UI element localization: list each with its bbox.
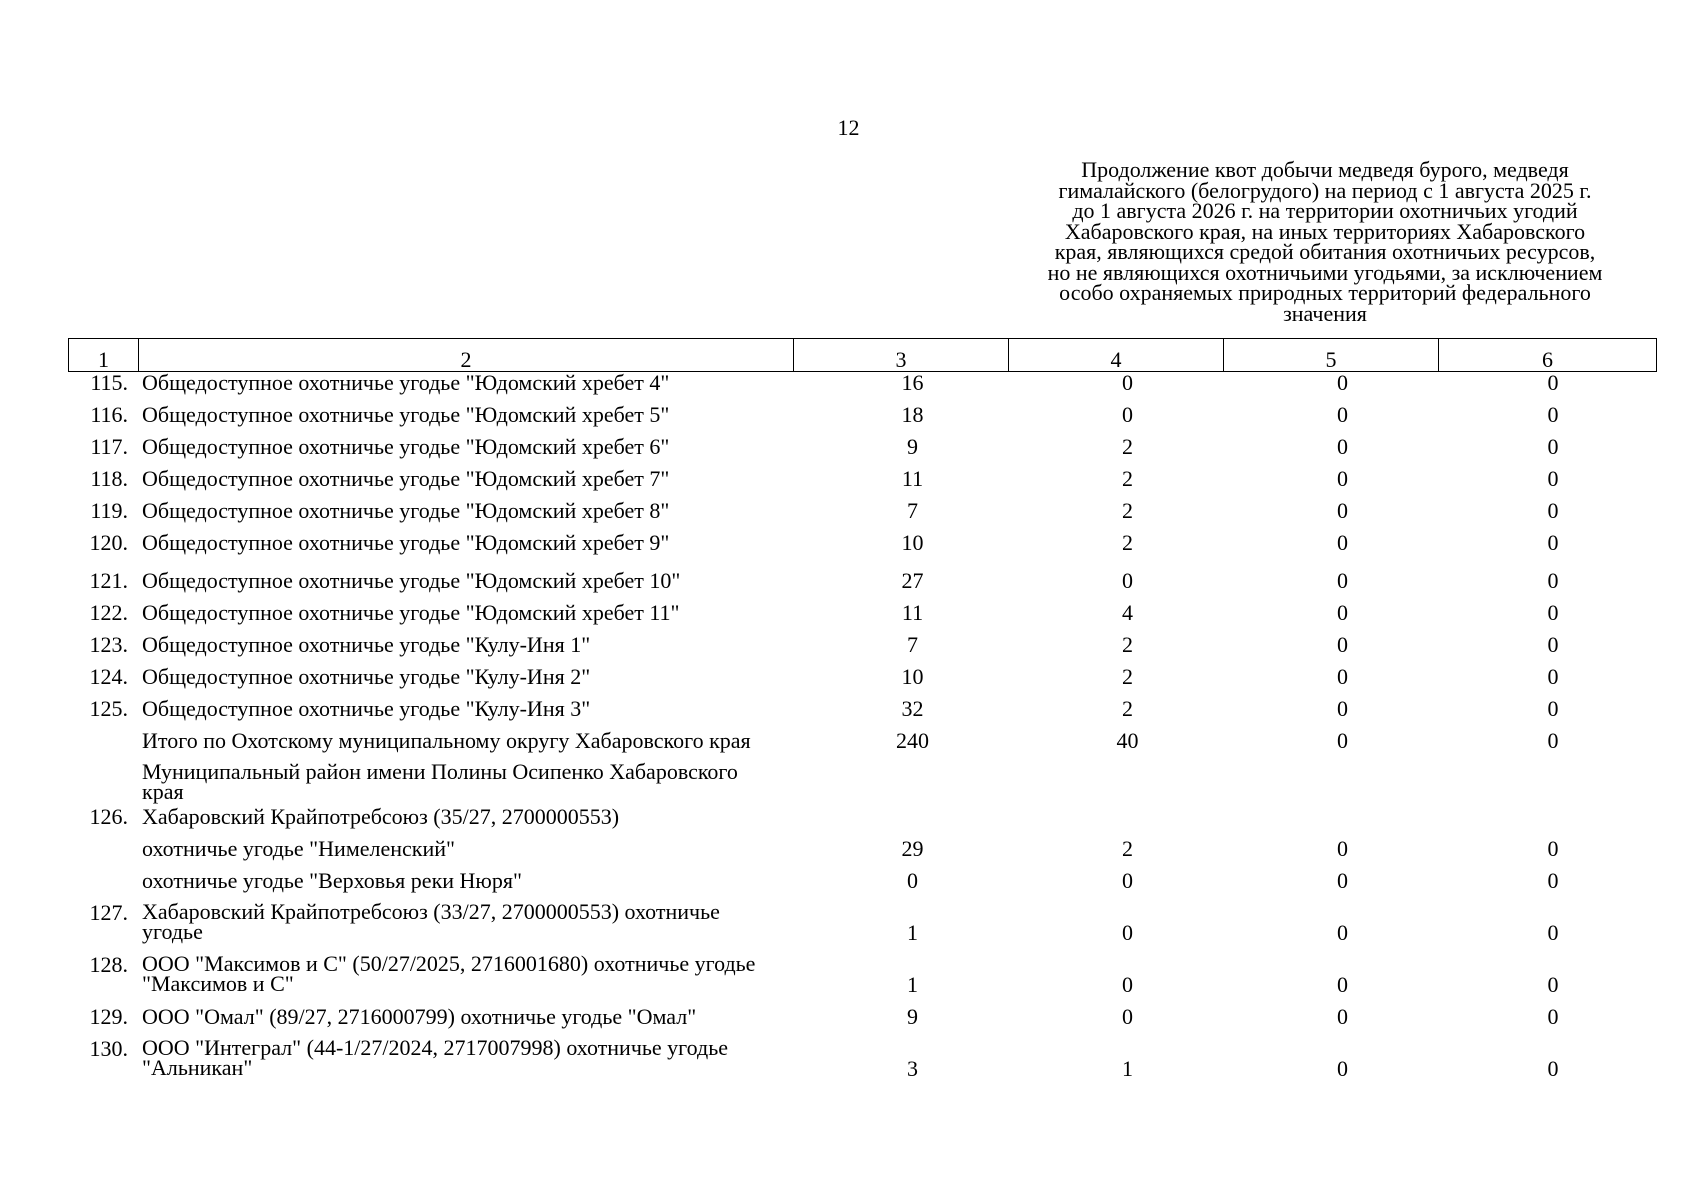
- table-row: [68, 730, 1656, 762]
- row-number: 124.: [89, 664, 128, 689]
- value-column-5: 0: [1337, 568, 1348, 593]
- row-name-line: Общедоступное охотничье угодье "Кулу-Иня 1": [142, 632, 591, 657]
- title-line: Хабаровского края, на иных территориях Хабаровского: [1064, 218, 1586, 244]
- table-row: [68, 372, 1656, 404]
- table-row: [68, 759, 1656, 806]
- value-column-4: 2: [1122, 434, 1133, 459]
- title-line: значения: [1283, 300, 1367, 326]
- value-column-4: 2: [1122, 664, 1133, 689]
- row-name: [135, 404, 805, 426]
- column-number-5: 5: [1224, 339, 1439, 372]
- row-number: 119.: [90, 498, 128, 523]
- value-column-4: 0: [1122, 972, 1133, 997]
- value-column-3: 10: [901, 530, 924, 555]
- value-column-3: [805, 762, 1020, 782]
- table-row: [68, 1006, 1656, 1038]
- row-number: 122.: [89, 600, 128, 625]
- value-column-4: 2: [1122, 466, 1133, 491]
- value-column-6: 0: [1547, 402, 1559, 427]
- row-name-line: Муниципальный район имени Полины Осипенко Хабаровского: [142, 759, 738, 784]
- value-column-3: 9: [907, 434, 918, 459]
- row-name: [135, 372, 805, 394]
- value-column-5: 0: [1337, 530, 1348, 555]
- value-column-3: 9: [907, 1004, 918, 1029]
- value-column-3: 7: [907, 498, 918, 523]
- table-row: [68, 1035, 1656, 1090]
- value-column-6: 0: [1547, 632, 1559, 657]
- value-column-4: 0: [1122, 868, 1133, 893]
- page-number: 12: [837, 115, 860, 140]
- value-column-3: 18: [901, 402, 924, 427]
- value-column-6: 0: [1547, 466, 1559, 491]
- row-name-line: Общедоступное охотничье угодье "Юдомский хребет 5": [142, 402, 670, 427]
- row-name: [135, 468, 805, 490]
- value-column-5: 0: [1337, 836, 1348, 861]
- row-number: 120.: [89, 530, 128, 555]
- value-column-6: 0: [1547, 370, 1559, 395]
- row-number: 117.: [90, 434, 128, 459]
- row-name-line: ООО "Максимов и С" (50/27/2025, 2716001680) охотничье угодье: [142, 951, 756, 976]
- value-column-6: 0: [1547, 498, 1559, 523]
- title-line: гималайского (белогрудого) на период с 1 августа 2025 г.: [1058, 177, 1592, 203]
- column-number-1: 1: [69, 339, 139, 372]
- table-row: [68, 532, 1656, 570]
- title-line: до 1 августа 2026 г. на территории охотничьих угодий: [1072, 198, 1578, 223]
- value-column-4: 40: [1116, 728, 1139, 753]
- row-number: 127.: [89, 900, 128, 925]
- value-column-3: 32: [901, 696, 924, 721]
- row-name: [135, 570, 805, 592]
- value-column-5: 0: [1337, 664, 1348, 689]
- quota-table-body: [68, 372, 1656, 1090]
- row-name: [135, 602, 805, 624]
- row-name-line: Общедоступное охотничье угодье "Юдомский хребет 10": [142, 568, 681, 593]
- row-name: [135, 838, 805, 860]
- row-name-line: "Альникан": [142, 1055, 253, 1080]
- table-row: [68, 468, 1656, 500]
- title-line: края, являющихся средой обитания охотничьих ресурсов,: [1054, 239, 1596, 264]
- row-name: [135, 870, 805, 892]
- row-name: [135, 1035, 805, 1080]
- row-name: [135, 899, 805, 944]
- row-number: 126.: [89, 804, 128, 829]
- value-column-6: 0: [1547, 1056, 1559, 1081]
- row-number: 115.: [90, 370, 128, 395]
- column-number-6: 6: [1439, 339, 1657, 372]
- value-column-4: 2: [1122, 498, 1133, 523]
- value-column-5: 0: [1337, 920, 1348, 945]
- value-column-5: 0: [1337, 600, 1348, 625]
- column-number-3: 3: [794, 339, 1009, 372]
- value-column-4: [1020, 762, 1235, 782]
- value-column-5: 0: [1337, 466, 1348, 491]
- value-column-3: 10: [901, 664, 924, 689]
- value-column-6: 0: [1547, 1004, 1559, 1029]
- value-column-3: 11: [901, 466, 924, 491]
- value-column-5: [1235, 762, 1450, 782]
- row-name-line: Хабаровский Крайпотребсоюз (33/27, 2700000553) охотничье: [142, 899, 720, 924]
- row-name-line: Общедоступное охотничье угодье "Юдомский хребет 7": [142, 466, 670, 491]
- row-number: 129.: [89, 1004, 128, 1029]
- row-name-line: Общедоступное охотничье угодье "Кулу-Иня 3": [142, 696, 591, 721]
- row-name-line: края: [142, 779, 184, 804]
- value-column-6: 0: [1547, 728, 1559, 753]
- table-row: [68, 500, 1656, 532]
- row-name: [135, 1006, 805, 1028]
- row-name-line: охотничье угодье "Нимеленский": [142, 836, 456, 861]
- row-name: [135, 500, 805, 522]
- row-name-line: "Максимов и С": [142, 971, 294, 996]
- value-column-3: 240: [896, 728, 929, 753]
- table-row: [68, 806, 1656, 838]
- table-row: [68, 570, 1656, 602]
- table-row: [68, 436, 1656, 468]
- value-column-3: 3: [907, 1056, 918, 1081]
- row-number: 116.: [90, 402, 128, 427]
- value-column-5: 0: [1337, 434, 1348, 459]
- title-line: Продолжение квот добычи медведя бурого, медведя: [1081, 157, 1569, 182]
- value-column-4: 1: [1122, 1056, 1133, 1081]
- row-number: 128.: [89, 952, 128, 977]
- value-column-5: 0: [1337, 868, 1348, 893]
- value-column-6: 0: [1547, 434, 1559, 459]
- title-line: но не являющихся охотничьими угодьями, за исключением: [1047, 259, 1603, 285]
- row-name: [135, 634, 805, 656]
- row-name-line: Итого по Охотскому муниципальному округу Хабаровского края: [142, 728, 751, 753]
- row-number: 123.: [89, 632, 128, 657]
- row-number: 118.: [90, 466, 128, 491]
- value-column-6: 0: [1547, 600, 1559, 625]
- row-name: [135, 666, 805, 688]
- value-column-5: 0: [1337, 402, 1348, 427]
- table-row: [68, 698, 1656, 730]
- value-column-4: 2: [1122, 836, 1133, 861]
- value-column-4: 4: [1122, 600, 1133, 625]
- table-row: [68, 666, 1656, 698]
- row-name-line: охотничье угодье "Верховья реки Нюря": [142, 868, 522, 893]
- row-name: [135, 951, 805, 996]
- value-column-3: 7: [907, 632, 918, 657]
- table-row: [68, 899, 1656, 954]
- title-line: особо охраняемых природных территорий федерального: [1059, 280, 1591, 305]
- value-column-5: 0: [1337, 972, 1348, 997]
- value-column-6: 0: [1547, 836, 1559, 861]
- row-name-line: Общедоступное охотничье угодье "Юдомский хребет 8": [142, 498, 670, 523]
- value-column-3: 29: [901, 836, 924, 861]
- value-column-4: 2: [1122, 696, 1133, 721]
- value-column-3: 1: [907, 972, 918, 997]
- value-column-6: 0: [1547, 868, 1559, 893]
- continuation-title: [1000, 157, 1650, 326]
- table-row: [68, 602, 1656, 634]
- row-name-line: Общедоступное охотничье угодье "Юдомский хребет 4": [142, 370, 670, 395]
- value-column-5: 0: [1337, 1004, 1348, 1029]
- column-number-2: 2: [139, 339, 794, 372]
- column-number-4: 4: [1009, 339, 1224, 372]
- row-name: [135, 532, 805, 554]
- row-name-line: Общедоступное охотничье угодье "Юдомский хребет 11": [142, 600, 680, 625]
- value-column-4: 0: [1122, 402, 1133, 427]
- value-column-6: 0: [1547, 972, 1559, 997]
- row-name-line: Общедоступное охотничье угодье "Юдомский хребет 6": [142, 434, 670, 459]
- value-column-5: 0: [1337, 696, 1348, 721]
- value-column-4: 0: [1122, 370, 1133, 395]
- value-column-4: 0: [1122, 568, 1133, 593]
- table-row: [68, 838, 1656, 870]
- value-column-5: 0: [1337, 632, 1348, 657]
- value-column-6: 0: [1547, 664, 1559, 689]
- row-name: [135, 806, 805, 828]
- value-column-5: 0: [1337, 728, 1348, 753]
- value-column-6: 0: [1547, 530, 1559, 555]
- table-row: [68, 951, 1656, 1006]
- value-column-4: 0: [1122, 920, 1133, 945]
- value-column-5: 0: [1337, 1056, 1348, 1081]
- table-row: [68, 870, 1656, 902]
- value-column-3: 16: [901, 370, 924, 395]
- value-column-4: 2: [1122, 632, 1133, 657]
- row-name: [135, 698, 805, 720]
- table-row: [68, 634, 1656, 666]
- row-name: [135, 436, 805, 458]
- value-column-4: 2: [1122, 530, 1133, 555]
- row-name-line: Общедоступное охотничье угодье "Кулу-Иня 2": [142, 664, 591, 689]
- value-column-6: 0: [1547, 920, 1559, 945]
- value-column-5: 0: [1337, 498, 1348, 523]
- value-column-3: 0: [907, 868, 918, 893]
- value-column-3: 11: [901, 600, 924, 625]
- value-column-4: 0: [1122, 1004, 1133, 1029]
- value-column-3: 27: [901, 568, 924, 593]
- table-row: [68, 404, 1656, 436]
- row-name-line: Хабаровский Крайпотребсоюз (35/27, 2700000553): [142, 804, 620, 829]
- value-column-6: [1450, 762, 1656, 782]
- row-number: 130.: [89, 1036, 128, 1061]
- row-name: [135, 759, 805, 804]
- value-column-6: 0: [1547, 696, 1559, 721]
- row-name-line: угодье: [142, 919, 203, 944]
- row-name: [135, 730, 805, 752]
- row-name-line: Общедоступное охотничье угодье "Юдомский хребет 9": [142, 530, 670, 555]
- row-name-line: ООО "Омал" (89/27, 2716000799) охотничье угодье "Омал": [142, 1004, 697, 1029]
- value-column-6: 0: [1547, 568, 1559, 593]
- column-number-header: [68, 338, 1657, 372]
- row-name-line: ООО "Интеграл" (44-1/27/2024, 2717007998) охотничье угодье: [142, 1035, 729, 1060]
- value-column-3: 1: [907, 920, 918, 945]
- row-number: 121.: [89, 568, 128, 593]
- value-column-5: 0: [1337, 370, 1348, 395]
- row-number: 125.: [89, 696, 128, 721]
